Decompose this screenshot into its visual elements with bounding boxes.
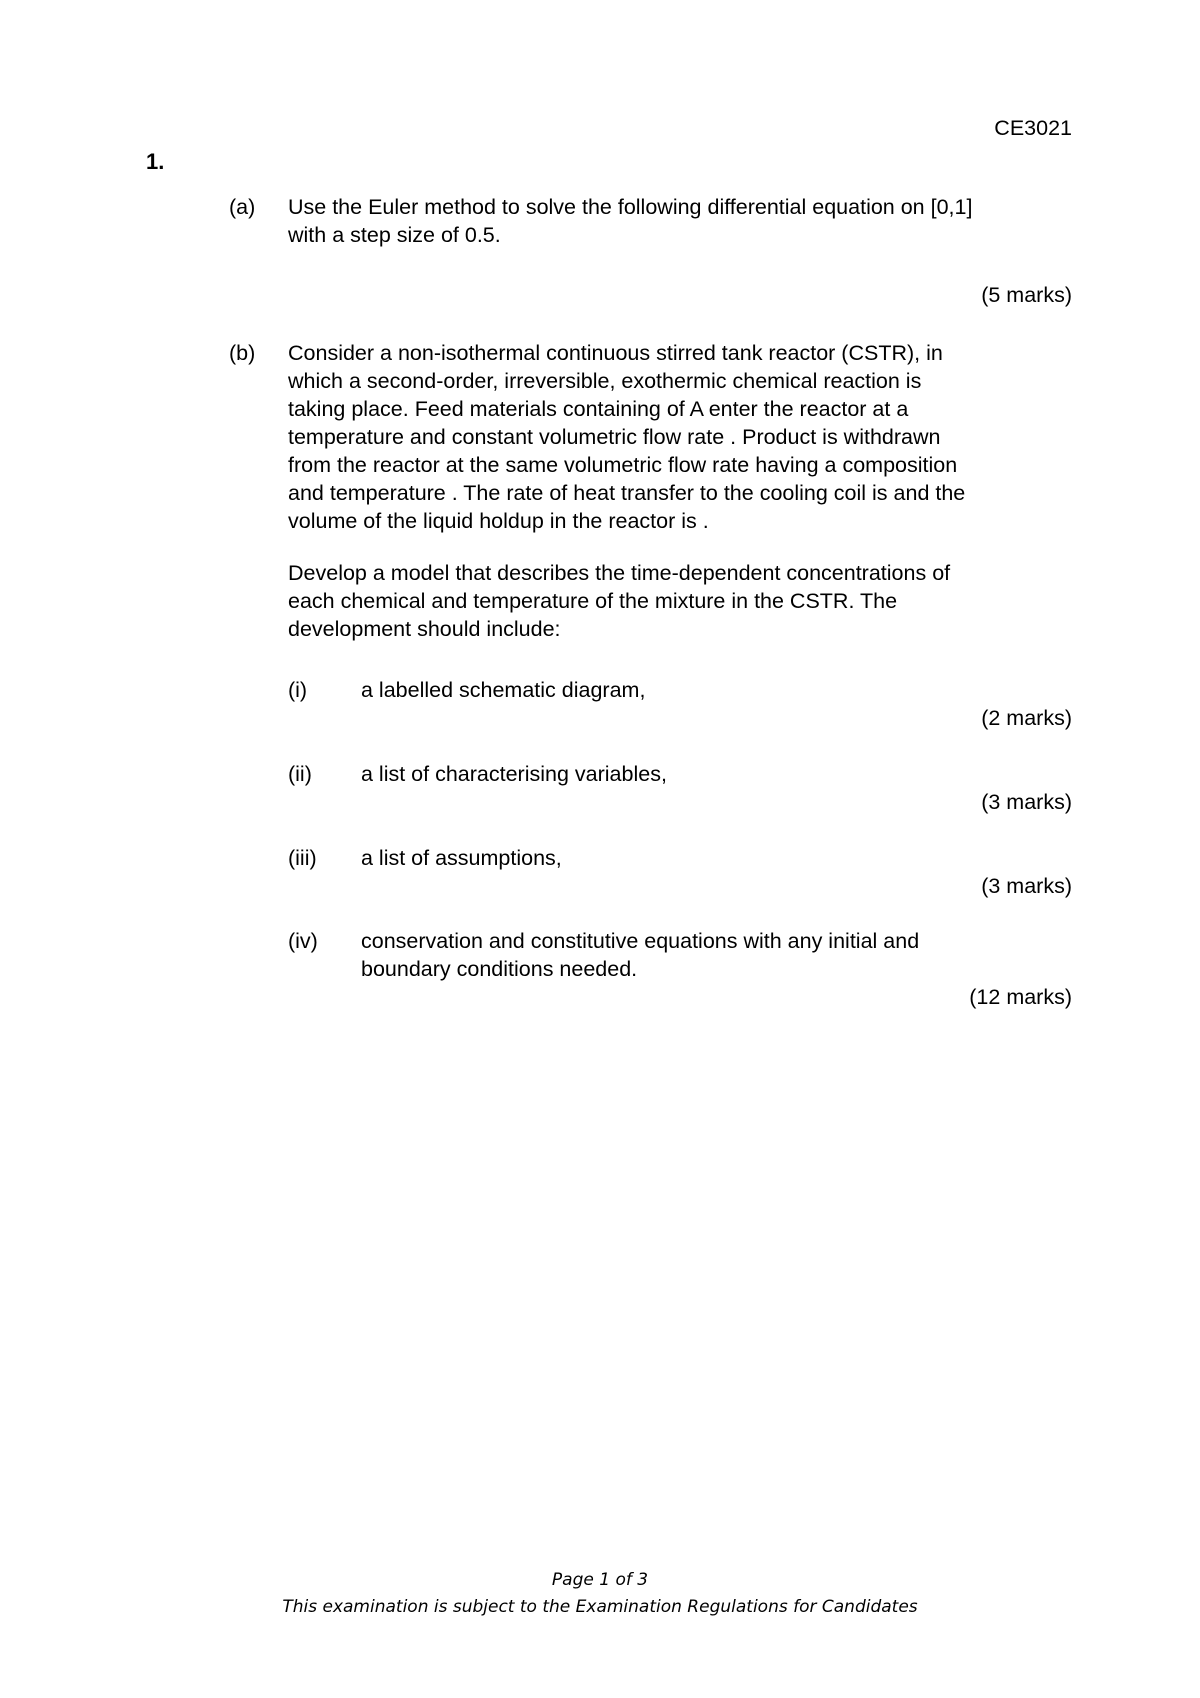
part-b-paragraph-2: [288, 559, 1078, 643]
part-b-line: development should include:: [288, 617, 561, 641]
part-b-line: volume of the liquid holdup in the reactor is .: [288, 509, 709, 533]
part-b-line: and temperature . The rate of heat transfer to the cooling coil is and the: [288, 481, 966, 505]
item-iv-line: conservation and constitutive equations with any initial and: [361, 929, 920, 953]
item-ii-marks: (3 marks): [981, 790, 1072, 814]
item-iv-text: [361, 927, 1081, 983]
part-b-line: Develop a model that describes the time-dependent concentrations of: [288, 561, 951, 585]
item-ii-label: (ii): [288, 762, 312, 786]
exam-notice: This examination is subject to the Examination Regulations for Candidates: [282, 1597, 918, 1617]
part-b-line: each chemical and temperature of the mixture in the CSTR. The: [288, 589, 898, 613]
part-a-line: Use the Euler method to solve the following differential equation on [0,1]: [288, 195, 973, 219]
item-iii-marks: (3 marks): [981, 874, 1072, 898]
part-b-line: from the reactor at the same volumetric flow rate having a composition: [288, 453, 958, 477]
item-iv-marks: (12 marks): [969, 985, 1072, 1009]
part-b-line: which a second-order, irreversible, exothermic chemical reaction is: [288, 369, 922, 393]
part-b-line: taking place. Feed materials containing of A enter the reactor at a: [288, 397, 909, 421]
part-a-text: [288, 193, 1078, 249]
part-b-line: temperature and constant volumetric flow rate . Product is withdrawn: [288, 425, 941, 449]
item-iii-label: (iii): [288, 846, 317, 870]
item-iii-text: a list of assumptions,: [361, 846, 562, 870]
question-number: 1.: [146, 149, 165, 174]
part-a-marks: (5 marks): [981, 283, 1072, 307]
part-a-line: with a step size of 0.5.: [288, 223, 501, 247]
part-a-label: (a): [229, 195, 256, 219]
part-b-paragraph-1: [288, 339, 1078, 535]
item-iv-line: boundary conditions needed.: [361, 957, 638, 981]
course-code: CE3021: [994, 116, 1072, 140]
item-ii-text: a list of characterising variables,: [361, 762, 667, 786]
part-b-label: (b): [229, 341, 256, 365]
page-number: Page 1 of 3: [551, 1570, 649, 1590]
item-i-marks: (2 marks): [981, 706, 1072, 730]
item-iv-label: (iv): [288, 929, 318, 953]
item-i-text: a labelled schematic diagram,: [361, 678, 646, 702]
part-b-line: Consider a non-isothermal continuous stirred tank reactor (CSTR), in: [288, 341, 943, 365]
item-i-label: (i): [288, 678, 308, 702]
